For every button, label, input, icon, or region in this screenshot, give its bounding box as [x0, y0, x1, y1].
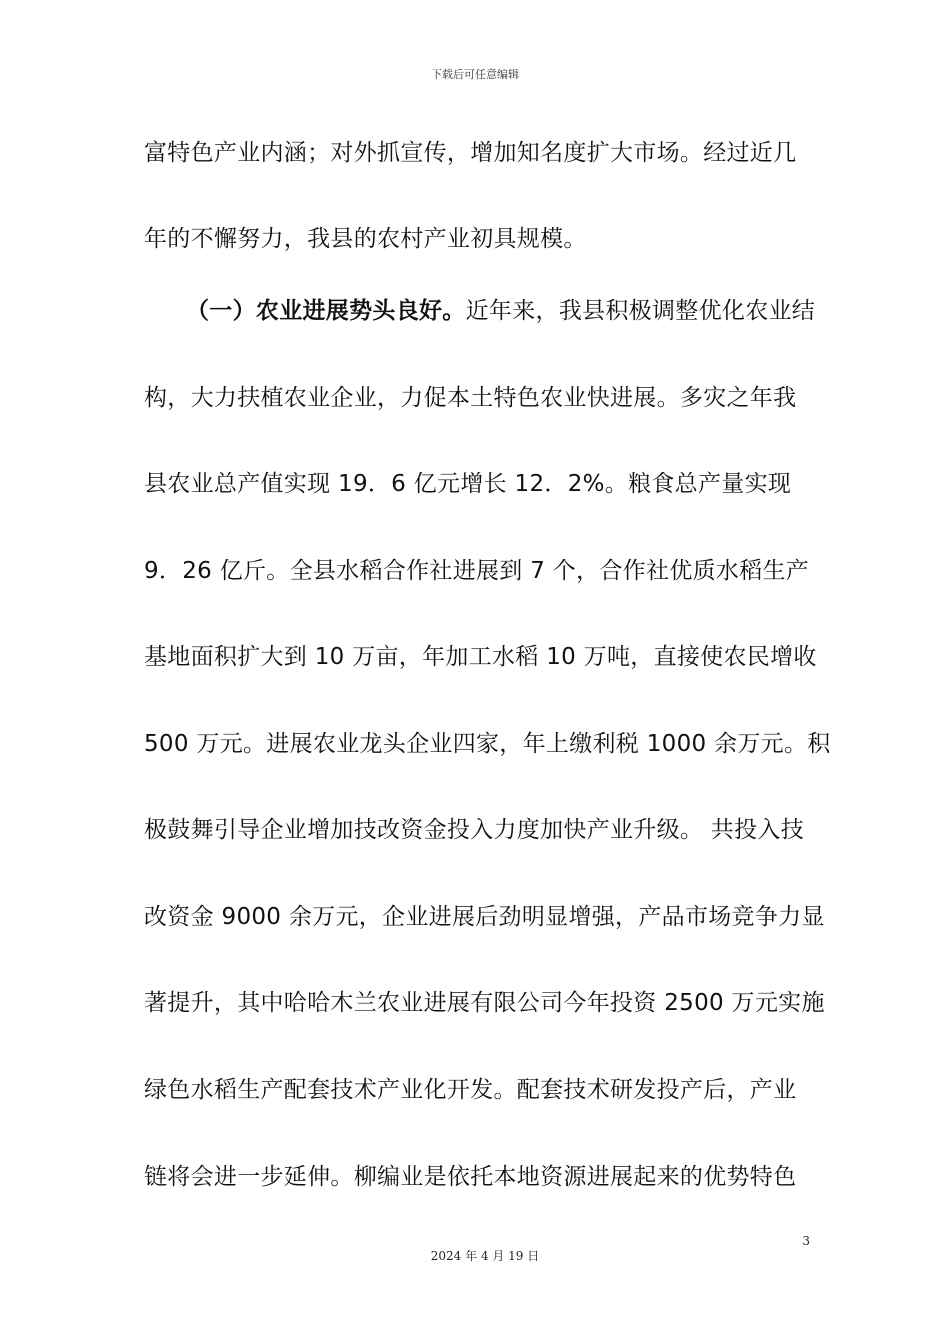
body-line-7: 基地面积扩大到 10 万亩，年加工水稻 10 万吨，直接使农民增收 [144, 644, 817, 670]
body-line-4: 构，大力扶植农业企业，力促本土特色农业快进展。多灾之年我 [144, 385, 797, 411]
body-line-6: 9．26 亿斤。全县水稻合作社进展到 7 个，合作社优质水稻生产 [144, 558, 810, 584]
body-line-12: 绿色水稻生产配套技术产业化开发。配套技术研发投产后，产业 [144, 1077, 797, 1103]
body-line-2: 年的不懈努力，我县的农村产业初具规模。 [144, 226, 587, 252]
page-header-note: 下载后可任意编辑 [431, 68, 519, 81]
body-line-9: 极鼓舞引导企业增加技改资金投入力度加快产业升级。 共投入技 [144, 817, 805, 843]
body-line-5: 县农业总产值实现 19．6 亿元增长 12．2%。粮食总产量实现 [144, 471, 792, 497]
section-heading: （一）农业进展势头良好。 [186, 298, 466, 324]
body-line-8: 500 万元。进展农业龙头企业四家，年上缴利税 1000 余万元。积 [144, 731, 831, 757]
footer-date: 2024 年 4 月 19 日 [430, 1249, 540, 1263]
page-number: 3 [802, 1234, 810, 1248]
section-lead-text: 近年来，我县积极调整优化农业结 [465, 298, 816, 324]
body-line-3 [186, 297, 851, 325]
body-line-11: 著提升，其中哈哈木兰农业进展有限公司今年投资 2500 万元实施 [144, 990, 825, 1016]
body-line-1: 富特色产业内涵；对外抓宣传，增加知名度扩大市场。经过近几 [144, 140, 797, 166]
body-line-10: 改资金 9000 余万元，企业进展后劲明显增强，产品市场竞争力显 [144, 904, 825, 930]
body-line-13: 链将会进一步延伸。柳编业是依托本地资源进展起来的优势特色 [144, 1164, 797, 1190]
